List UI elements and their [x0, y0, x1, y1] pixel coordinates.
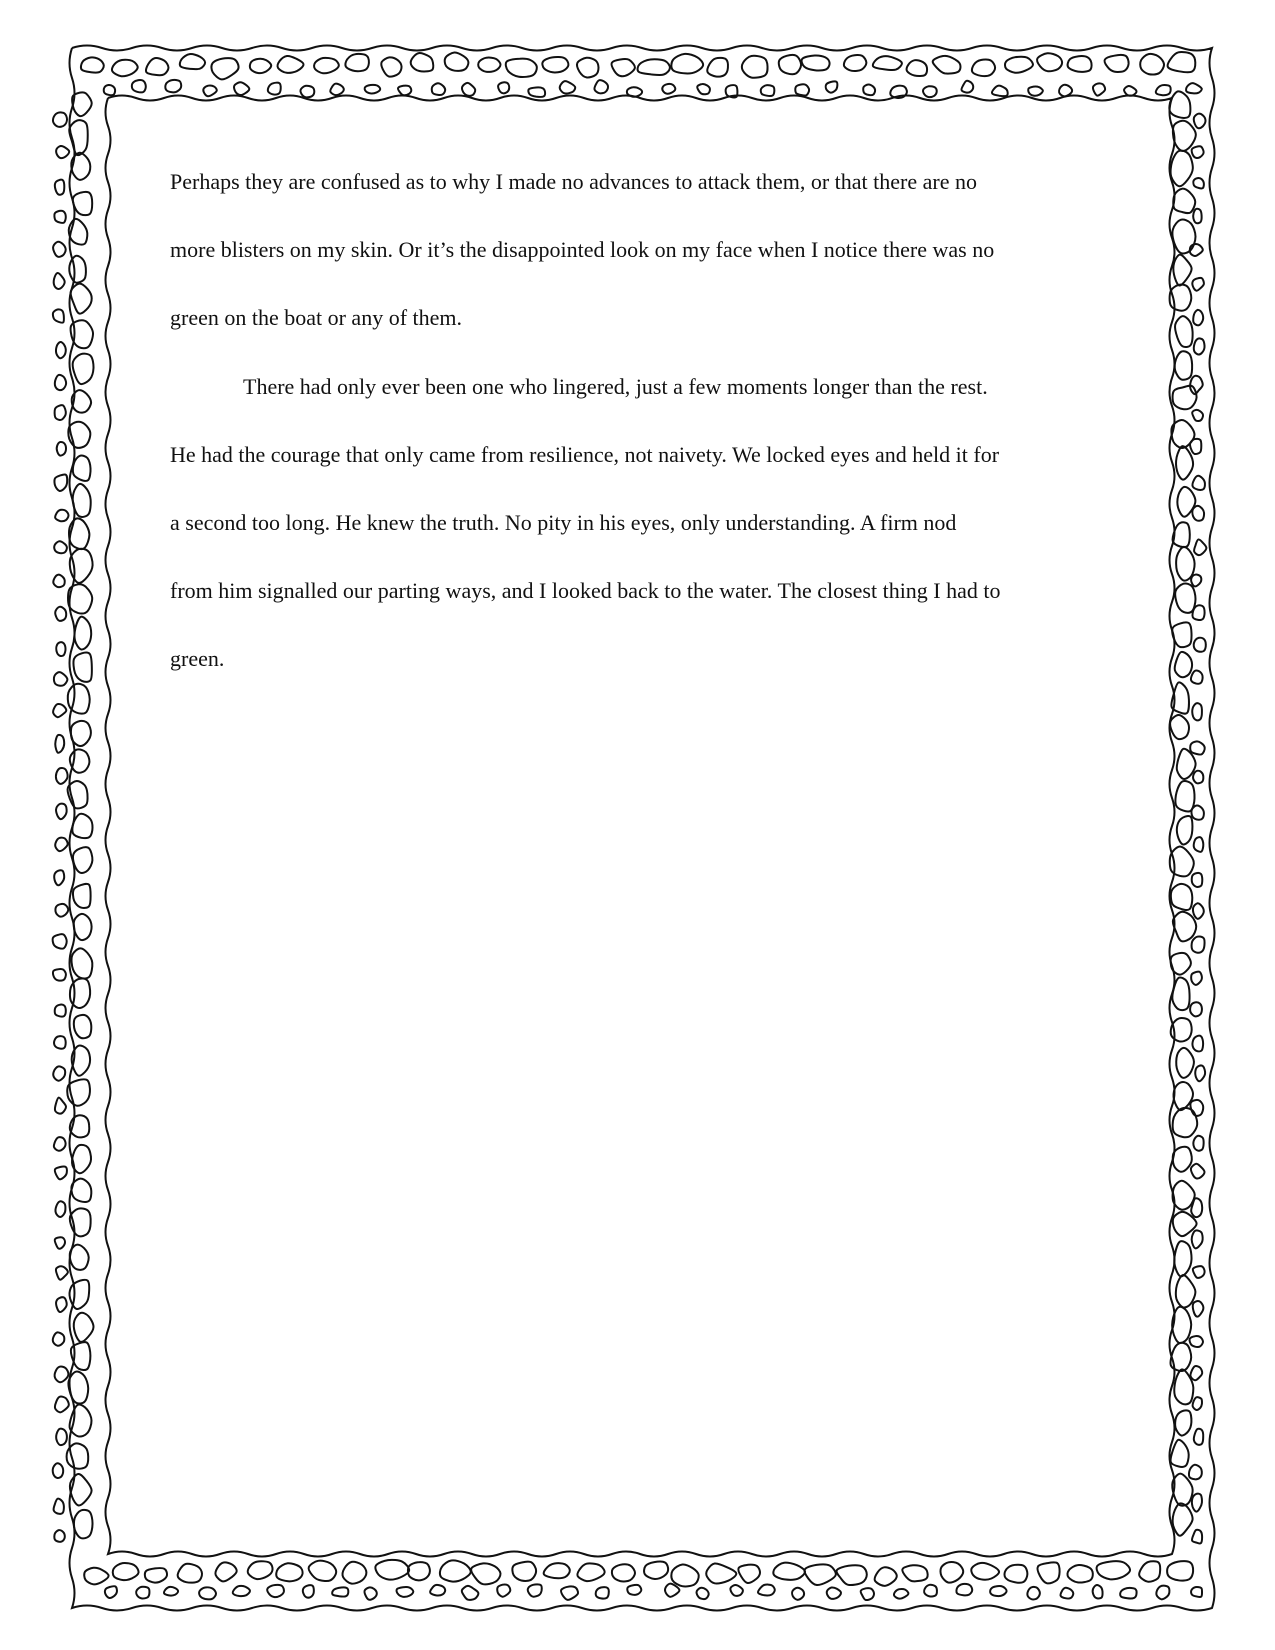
pebble-shape: [69, 518, 89, 549]
pebble-shape: [248, 1561, 273, 1579]
pebble-shape: [73, 847, 92, 873]
pebble-shape: [924, 1585, 937, 1597]
pebble-shape: [268, 83, 281, 95]
pebble-shape: [873, 56, 902, 70]
pebble-shape: [1175, 652, 1192, 677]
pebble-shape: [397, 1587, 414, 1597]
pebble-shape: [1194, 837, 1204, 852]
pebble-shape: [73, 653, 91, 682]
pebble-shape: [1171, 151, 1193, 187]
pebble-shape: [875, 1567, 897, 1586]
pebble-shape: [1061, 1588, 1074, 1599]
paragraph-1: [170, 148, 1115, 353]
pebble-shape: [53, 1332, 65, 1345]
pebble-shape: [644, 1562, 668, 1579]
pebble-shape: [1176, 1275, 1196, 1307]
pebble-shape: [55, 904, 68, 917]
pebble-shape: [1175, 1410, 1191, 1435]
pebble-shape: [612, 1564, 635, 1581]
pebble-shape: [1194, 638, 1206, 652]
pebble-shape: [1175, 583, 1195, 612]
pebble-shape: [1175, 351, 1192, 380]
pebble-shape: [56, 1297, 67, 1312]
pebble-shape: [365, 85, 381, 94]
pebble-shape: [1139, 1561, 1160, 1581]
pebble-shape: [74, 1510, 93, 1538]
pebble-shape: [1120, 1588, 1136, 1599]
pebble-shape: [146, 58, 169, 75]
pebble-shape: [1028, 86, 1043, 95]
pebble-shape: [70, 1474, 92, 1506]
text-line: green.: [170, 646, 225, 672]
pebble-shape: [1171, 1440, 1189, 1467]
pebble-shape: [56, 642, 65, 656]
pebble-shape: [1192, 703, 1202, 720]
pebble-shape: [1191, 575, 1201, 587]
pebble-shape: [55, 1098, 66, 1114]
pebble-shape: [71, 721, 91, 746]
pebble-shape: [1190, 439, 1201, 454]
text-line: He had the courage that only came from resilience, not naivety. We locked eyes and held it for: [170, 441, 1000, 467]
pebble-shape: [70, 1280, 90, 1309]
pebble-shape: [53, 309, 64, 322]
text-line: green on the boat or any of them.: [170, 305, 463, 331]
pebble-shape: [56, 1201, 66, 1217]
pebble-shape: [113, 1563, 139, 1580]
pebble-shape: [1193, 1397, 1202, 1410]
pebble-shape: [68, 684, 90, 714]
pebble-shape: [1173, 121, 1196, 151]
pebble-shape: [73, 354, 94, 384]
pebble-shape: [84, 1568, 108, 1585]
pebble-shape: [278, 56, 304, 73]
pebble-shape: [1173, 1147, 1192, 1172]
pebble-shape: [894, 1589, 908, 1599]
pebble-shape: [1174, 1241, 1191, 1276]
page-body-text: [170, 148, 1115, 694]
pebble-shape: [71, 1179, 91, 1202]
pebble-shape: [1171, 953, 1191, 975]
pebble-shape: [627, 1585, 641, 1595]
pebble-shape: [528, 1584, 542, 1596]
pebble-shape: [561, 1587, 578, 1600]
pebble-shape: [742, 56, 768, 78]
pebble-shape: [462, 83, 475, 96]
pebble-shape: [478, 58, 500, 72]
pebble-shape: [498, 82, 509, 93]
pebble-shape: [55, 838, 67, 852]
pebble-shape: [1037, 53, 1062, 71]
pebble-shape: [1173, 255, 1191, 286]
pebble-shape: [56, 342, 66, 358]
pebble-shape: [72, 948, 93, 978]
pebble-shape: [332, 1587, 348, 1596]
pebble-shape: [506, 59, 537, 77]
pebble-shape: [105, 1586, 117, 1598]
pebble-shape: [53, 1463, 63, 1478]
pebble-shape: [902, 1565, 927, 1581]
pebble-shape: [53, 934, 67, 949]
pebble-shape: [863, 84, 875, 95]
pebble-shape: [707, 58, 728, 77]
pebble-shape: [1191, 1198, 1202, 1217]
pebble-shape: [836, 1565, 866, 1585]
pebble-shape: [69, 256, 86, 283]
pebble-shape: [1124, 86, 1136, 96]
pebble-shape: [1173, 1503, 1193, 1535]
pebble-shape: [55, 1166, 67, 1179]
pebble-shape: [53, 1066, 65, 1080]
pebble-shape: [1190, 1336, 1203, 1347]
pebble-shape: [1191, 805, 1203, 819]
pebble-shape: [1005, 57, 1033, 73]
pebble-shape: [55, 735, 64, 753]
pebble-shape: [54, 1137, 66, 1151]
pebble-shape: [940, 1562, 963, 1583]
pebble-shape: [73, 192, 92, 215]
pebble-shape: [1192, 1494, 1202, 1512]
pebble-shape: [795, 84, 809, 95]
text-line: Perhaps they are confused as to why I made no advances to attack them, or that there are no: [170, 169, 977, 194]
pebble-shape: [542, 57, 568, 72]
pebble-shape: [1027, 1587, 1039, 1600]
pebble-shape: [72, 814, 92, 838]
pebble-shape: [345, 54, 369, 71]
pebble-shape: [1038, 1562, 1060, 1583]
pebble-shape: [70, 1245, 89, 1270]
pebble-shape: [1167, 1561, 1193, 1580]
pebble-shape: [827, 1587, 841, 1598]
pebble-shape: [364, 1587, 376, 1599]
pebble-shape: [53, 704, 66, 717]
pebble-shape: [178, 1564, 202, 1583]
pebble-shape: [1173, 386, 1197, 410]
pebble-shape: [55, 1367, 69, 1383]
text-line: more blisters on my skin. Or it’s the disappointed look on my face when I notice there was no: [170, 237, 995, 263]
pebble-shape: [55, 1237, 65, 1248]
pebble-shape: [1192, 146, 1204, 158]
pebble-shape: [53, 242, 66, 257]
pebble-shape: [697, 1588, 709, 1599]
pebble-shape: [1171, 884, 1192, 910]
pebble-shape: [1194, 539, 1206, 555]
pebble-shape: [55, 607, 66, 621]
pebble-shape: [233, 1586, 250, 1596]
text-line: There had only ever been one who lingered, just a few moments longer than the rest.: [243, 373, 988, 399]
pebble-shape: [70, 978, 90, 1008]
pebble-shape: [1156, 1586, 1169, 1600]
pebble-shape: [1193, 771, 1203, 784]
pebble-shape: [57, 442, 66, 456]
pebble-shape: [1192, 873, 1203, 887]
pebble-shape: [1169, 91, 1190, 118]
pebble-shape: [671, 54, 703, 74]
pebble-shape: [1175, 781, 1194, 812]
pebble-shape: [596, 1587, 609, 1598]
pebble-shape: [1194, 1429, 1203, 1445]
pebble-shape: [300, 86, 314, 98]
pebble-shape: [804, 1564, 835, 1585]
pebble-shape: [1093, 83, 1105, 95]
pebble-shape: [1175, 316, 1193, 347]
pebble-shape: [54, 541, 67, 553]
pebble-shape: [706, 1563, 736, 1583]
pebble-shape: [990, 1586, 1006, 1596]
pebble-shape: [1193, 1136, 1203, 1151]
pebble-shape: [826, 81, 838, 92]
pebble-shape: [1172, 977, 1189, 1010]
pebble-shape: [53, 112, 67, 126]
pebble-shape: [54, 211, 65, 223]
pebble-shape: [132, 80, 146, 92]
pebble-shape: [1004, 1565, 1027, 1583]
pebble-shape: [1193, 1301, 1204, 1317]
pebble-shape: [71, 284, 92, 314]
pebble-shape: [1192, 936, 1205, 952]
pebble-shape: [1190, 1366, 1202, 1380]
pebble-shape: [343, 1562, 367, 1584]
pebble-shape: [314, 58, 339, 73]
pebble-shape: [1193, 310, 1203, 325]
pebble-shape: [1105, 55, 1129, 72]
pebble-shape: [55, 180, 64, 195]
pebble-shape: [53, 969, 66, 981]
pebble-shape: [81, 57, 104, 72]
pebble-shape: [199, 1587, 216, 1599]
pebble-shape: [761, 85, 775, 96]
pebble-shape: [1097, 1561, 1130, 1579]
pebble-shape: [432, 83, 445, 95]
pebble-shape: [180, 54, 205, 69]
pebble-shape: [1067, 1565, 1092, 1583]
pebble-shape: [445, 52, 469, 70]
pebble-shape: [1172, 622, 1191, 647]
pebble-shape: [56, 804, 67, 820]
pebble-shape: [1193, 209, 1201, 224]
pebble-shape: [1190, 741, 1205, 754]
pebble-shape: [612, 59, 635, 76]
pebble-shape: [211, 58, 238, 79]
pebble-shape: [1192, 278, 1203, 291]
pebble-shape: [544, 1563, 570, 1578]
pebble-shape: [381, 57, 401, 76]
pebble-shape: [992, 86, 1008, 97]
pebble-shape: [1186, 83, 1202, 93]
pebble-shape: [779, 55, 801, 74]
pebble-shape: [1192, 506, 1204, 521]
pebble-shape: [73, 884, 91, 908]
pebble-shape: [773, 1563, 805, 1580]
pebble-shape: [1059, 85, 1072, 97]
pebble-shape: [375, 1560, 409, 1580]
pebble-shape: [1191, 671, 1203, 684]
pebble-shape: [309, 1561, 337, 1581]
pebble-shape: [961, 81, 973, 93]
text-line: from him signalled our parting ways, and I looked back to the water. The closest thing I had to: [170, 578, 1001, 604]
pebble-shape: [56, 768, 68, 784]
pebble-shape: [844, 55, 866, 71]
pebble-shape: [234, 82, 249, 95]
pebble-shape: [411, 53, 434, 71]
pebble-shape: [933, 56, 961, 74]
pebble-shape: [1172, 1307, 1191, 1343]
pebble-shape: [1190, 1100, 1203, 1116]
pebble-shape: [1193, 903, 1204, 919]
pebble-shape: [971, 1563, 999, 1580]
pebble-shape: [1176, 1048, 1194, 1078]
pebble-shape: [104, 85, 115, 95]
pebble-shape: [1193, 476, 1205, 490]
pebble-shape: [697, 84, 710, 94]
pebble-shape: [74, 914, 92, 940]
pebble-shape: [792, 1588, 804, 1600]
pebble-shape: [75, 617, 92, 650]
pebble-shape: [594, 80, 608, 93]
pebble-shape: [203, 86, 216, 97]
pebble-shape: [1195, 1066, 1205, 1082]
pebble-shape: [1191, 972, 1202, 985]
pebble-shape: [55, 405, 66, 420]
pebble-shape: [1176, 446, 1193, 479]
pebble-shape: [55, 1005, 66, 1017]
pebble-shape: [54, 1036, 66, 1049]
pebble-shape: [303, 1585, 314, 1597]
pebble-shape: [54, 474, 67, 491]
pebble-shape: [662, 84, 675, 94]
pebble-shape: [1173, 912, 1196, 942]
pebble-shape: [738, 1565, 760, 1583]
pebble-shape: [73, 456, 91, 481]
pebble-shape: [1173, 1108, 1198, 1137]
pebble-shape: [1192, 1230, 1203, 1248]
pebble-shape: [145, 1568, 167, 1583]
pebble-shape: [1172, 220, 1195, 254]
pebble-shape: [512, 1562, 536, 1581]
pebble-shape: [758, 1585, 775, 1596]
pebble-shape: [923, 86, 937, 97]
pebble-shape: [1168, 52, 1196, 72]
pebble-shape: [1193, 1266, 1205, 1278]
pebble-shape: [267, 1585, 284, 1597]
pebble-shape: [638, 59, 670, 75]
pebble-shape: [577, 1563, 604, 1581]
pebble-shape: [471, 1563, 500, 1584]
pebble-shape: [956, 1584, 972, 1595]
pebble-shape: [1093, 1585, 1103, 1598]
pebble-shape: [1191, 1587, 1202, 1597]
pebble-shape: [55, 1397, 69, 1413]
pebble-shape: [1173, 189, 1195, 214]
pebble-shape: [730, 1585, 743, 1596]
pebble-shape: [54, 1499, 64, 1514]
pebble-shape: [1193, 178, 1203, 188]
pebble-shape: [55, 510, 68, 521]
pebble-shape: [67, 1443, 89, 1468]
pebble-shape: [71, 153, 90, 180]
pebble-shape: [112, 60, 138, 77]
pebble-shape: [1068, 56, 1092, 72]
pebble-shape: [1192, 410, 1203, 421]
pebble-shape: [1177, 816, 1193, 844]
pebble-shape: [70, 1405, 92, 1437]
pebble-shape: [1189, 1465, 1202, 1480]
pebble-shape: [1192, 605, 1204, 620]
pebble-shape: [1140, 54, 1164, 75]
pebble-shape: [56, 1266, 68, 1280]
pebble-shape: [462, 1586, 479, 1600]
pebble-shape: [74, 1015, 91, 1038]
pebble-shape: [1193, 1036, 1204, 1052]
pebble-shape: [1156, 85, 1171, 95]
pebble-shape: [53, 575, 64, 587]
pebble-shape: [74, 1313, 94, 1342]
pebble-shape: [802, 55, 830, 70]
pebble-shape: [165, 80, 181, 92]
pebble-shape: [330, 84, 343, 95]
pebble-shape: [1194, 338, 1205, 354]
pebble-shape: [54, 273, 65, 289]
pebble-shape: [276, 1563, 302, 1581]
pebble-shape: [1170, 715, 1189, 739]
pebble-shape: [54, 1530, 64, 1542]
pebble-shape: [56, 1429, 67, 1445]
pebble-shape: [54, 672, 68, 686]
pebble-shape: [72, 1145, 91, 1173]
pebble-shape: [55, 375, 66, 390]
pebble-shape: [56, 146, 69, 158]
pebble-shape: [73, 484, 91, 517]
pebble-shape: [430, 1585, 445, 1596]
text-line: a second too long. He knew the truth. No pity in his eyes, only understanding. A firm nod: [170, 510, 957, 536]
pebble-shape: [1191, 1164, 1205, 1179]
pebble-shape: [972, 59, 995, 76]
pebble-shape: [54, 870, 64, 885]
paragraph-2: [170, 353, 1115, 694]
pebble-shape: [1190, 1002, 1202, 1016]
pebble-shape: [440, 1560, 471, 1581]
pebble-shape: [528, 87, 545, 97]
pebble-shape: [215, 1562, 236, 1581]
pebble-shape: [1194, 114, 1206, 129]
pebble-shape: [250, 59, 271, 73]
pebble-shape: [861, 1588, 874, 1600]
pebble-shape: [560, 81, 575, 93]
pebble-shape: [577, 58, 598, 78]
pebble-shape: [408, 1562, 430, 1580]
pebble-shape: [497, 1585, 510, 1597]
pebble-shape: [1192, 1530, 1202, 1544]
pebble-shape: [907, 60, 927, 76]
pebble-shape: [164, 1587, 178, 1596]
pebble-shape: [398, 86, 411, 96]
pebble-shape: [136, 1587, 149, 1599]
pebble-shape: [627, 87, 642, 96]
pebble-shape: [671, 1564, 698, 1586]
